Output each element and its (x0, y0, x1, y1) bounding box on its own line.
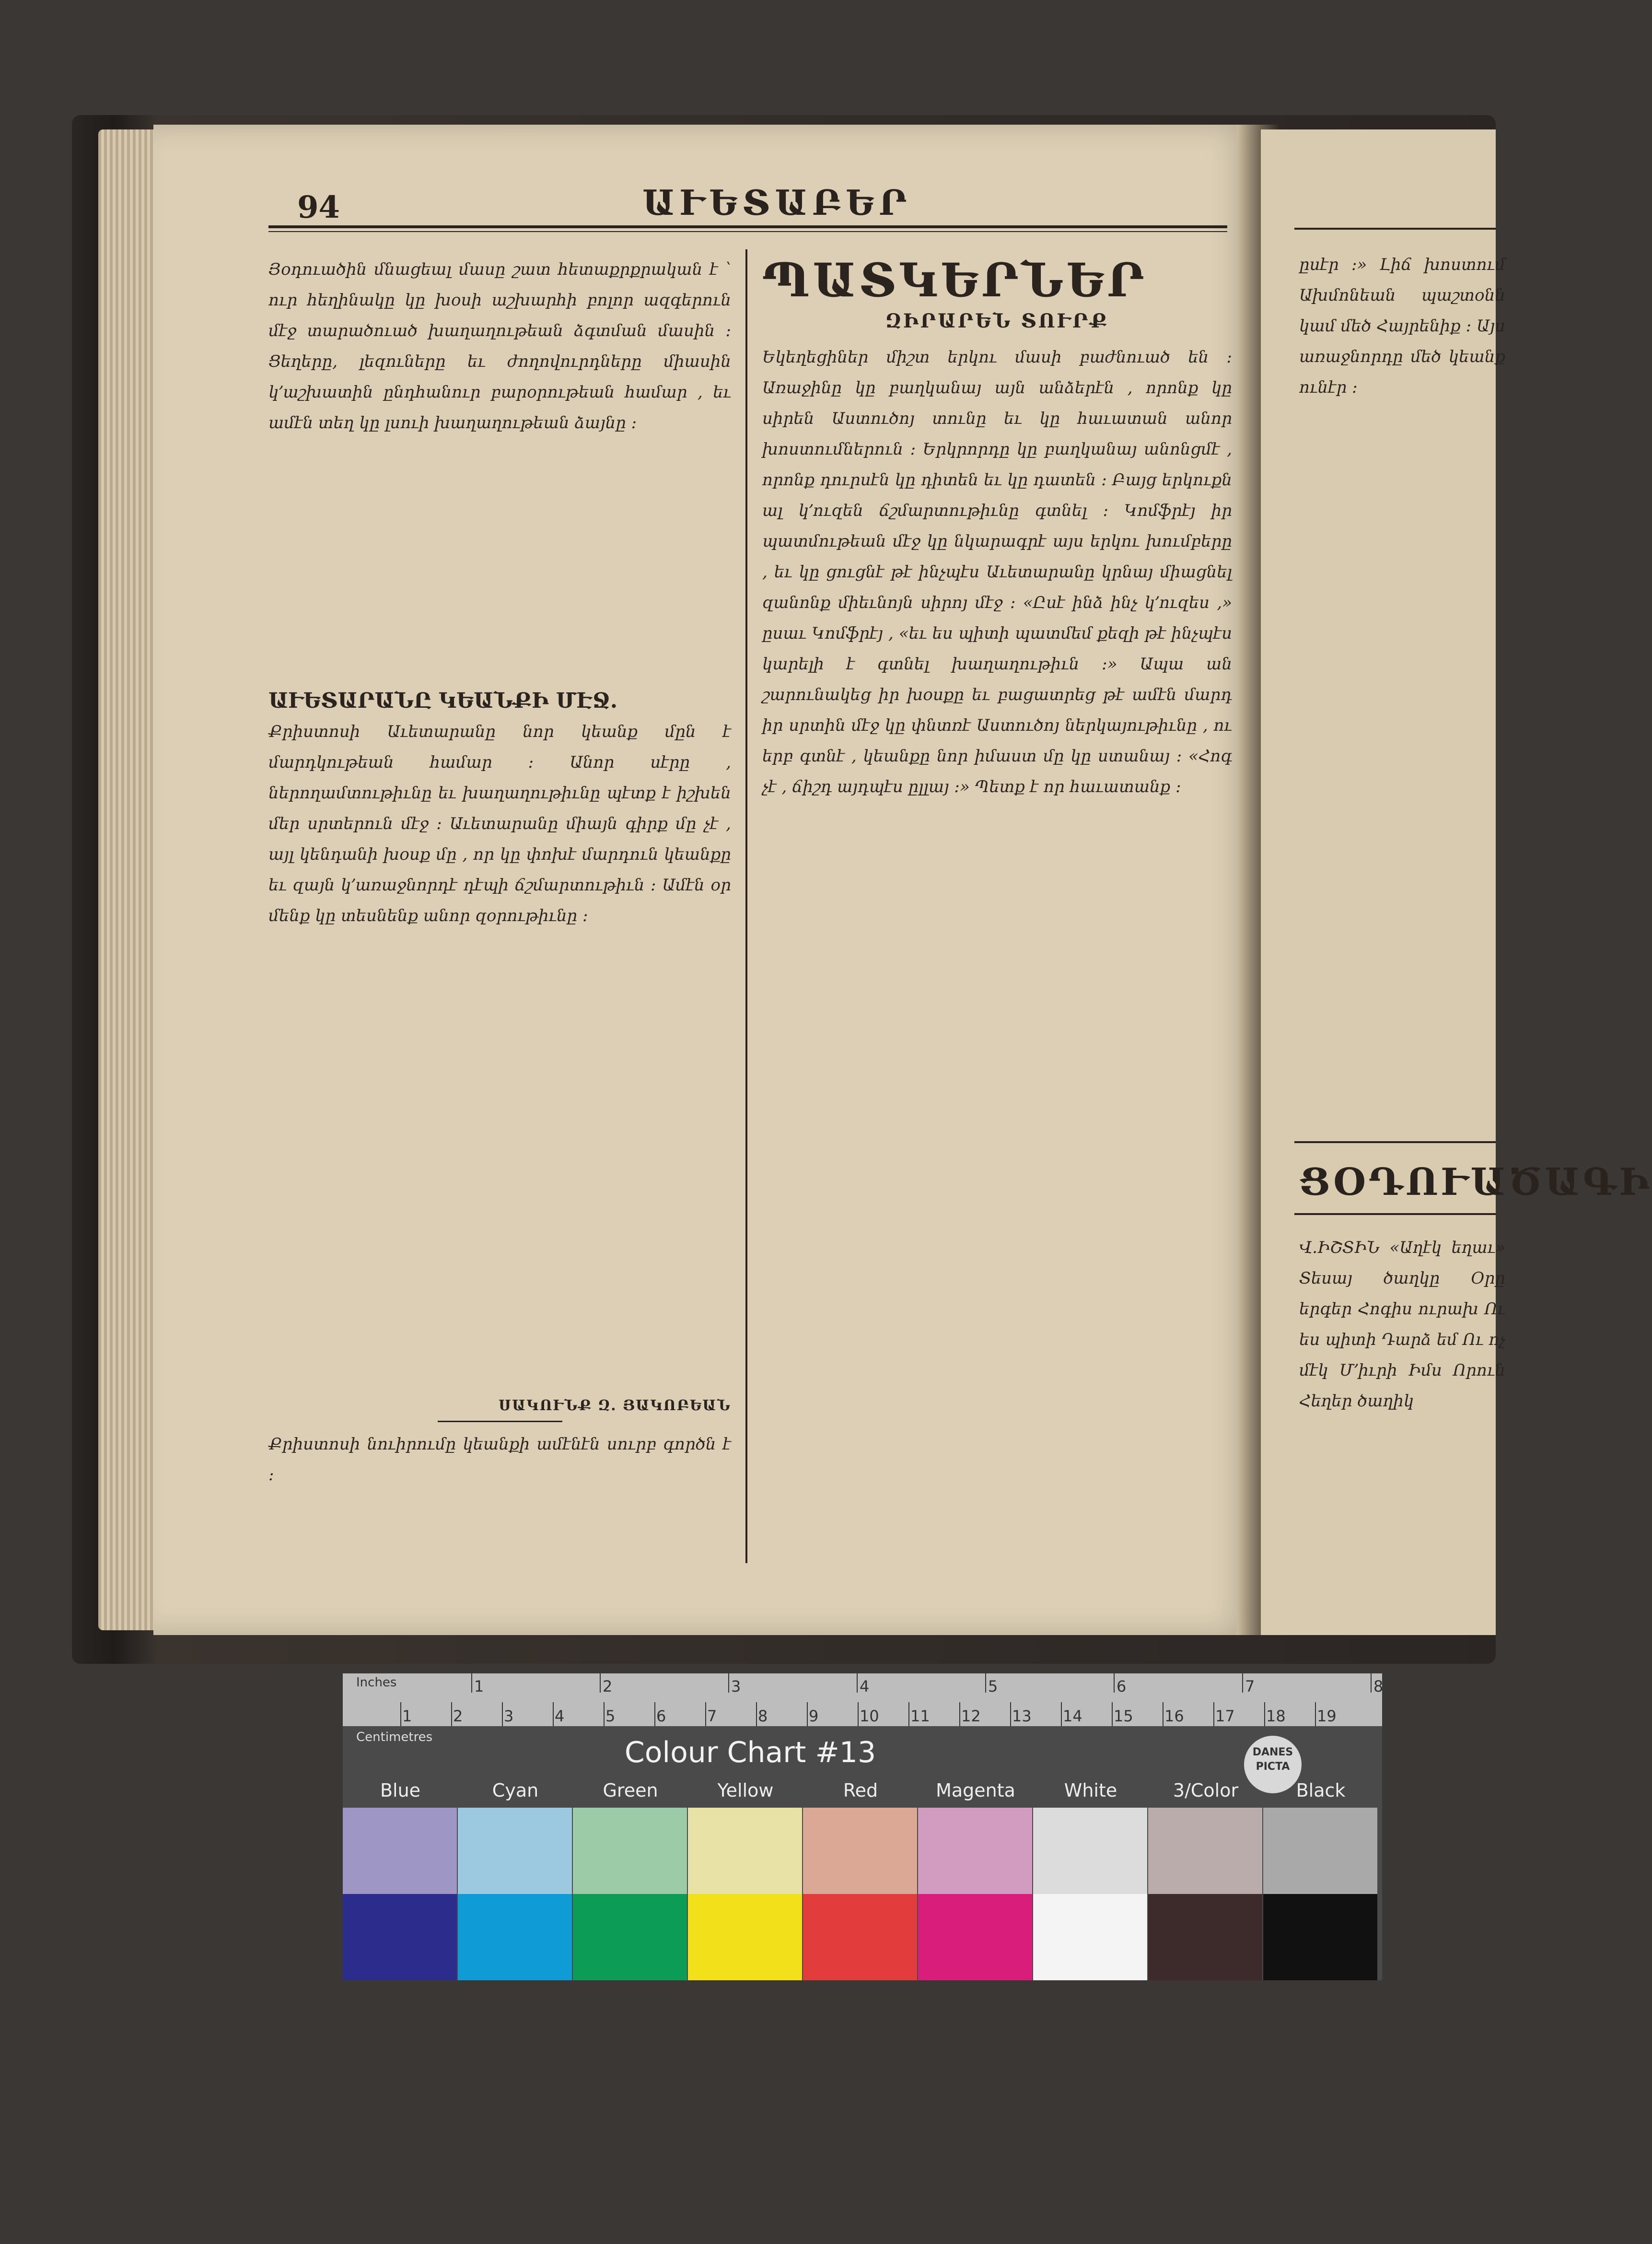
ruler-cm-number: 1 (402, 1707, 412, 1725)
ruler-inch-number: 4 (860, 1677, 870, 1695)
swatch-label: Yellow (717, 1780, 774, 1801)
divider-line (438, 1421, 562, 1422)
ruler-cm-number: 17 (1215, 1707, 1235, 1725)
colour-chart (343, 1673, 1382, 1980)
ruler (343, 1673, 1384, 1744)
ruler-inch-number: 5 (988, 1677, 998, 1695)
running-title: ԱՒԵՏԱԲԵՐ (642, 182, 912, 223)
swatch-dark-magenta (918, 1894, 1032, 1980)
ruler-cm-tick (858, 1702, 859, 1726)
swatch-label: 3/Color (1173, 1780, 1239, 1801)
ruler-inch-tick (985, 1673, 986, 1693)
section-rule (1294, 1141, 1496, 1143)
middle-column (762, 254, 1232, 1521)
ruler-cm-number: 11 (910, 1707, 930, 1725)
brand-logo: DANES PICTA (1244, 1736, 1302, 1793)
centimetres-label: Centimetres (356, 1730, 433, 1744)
ruler-cm-tick (1264, 1702, 1265, 1726)
ruler-cm-number: 10 (860, 1707, 879, 1725)
ruler-inch-tick (600, 1673, 601, 1693)
ruler-cm-tick (1010, 1702, 1011, 1726)
ruler-cm-number: 6 (656, 1707, 666, 1725)
right-page-poem: Վ.ԻՇՏԻՆ «Աղէկ եղաւ» Տեսայ ծաղկը Օրը երգեր Հոգիս ուրախ Ու ես պիտի Դարձ եմ Ու ոչ մէկ Մ՚իւրի Իմս Որուն Հեղեր ծաղիկ (1299, 1238, 1505, 1411)
ruler-cm-number: 13 (1012, 1707, 1032, 1725)
ruler-cm-tick (1213, 1702, 1214, 1726)
chart-title: Colour Chart #13 (624, 1736, 876, 1769)
ruler-cm-number: 18 (1266, 1707, 1286, 1725)
author-signature: ՍԱԿՈՒՆՔ Զ. ՅԱԿՈԲԵԱՆ (498, 1397, 731, 1414)
swatch-dark-blue (343, 1894, 457, 1980)
swatch-label: Black (1296, 1780, 1346, 1801)
ruler-cm-tick (604, 1702, 605, 1726)
ruler-cm-number: 4 (555, 1707, 565, 1725)
swatch-dark-yellow (688, 1894, 802, 1980)
swatch-light-blue (343, 1808, 457, 1894)
left-column (268, 254, 731, 1490)
ruler-cm-tick (807, 1702, 808, 1726)
swatch-label: Cyan (492, 1780, 539, 1801)
swatch-label: Green (603, 1780, 658, 1801)
ruler-cm-number: 16 (1164, 1707, 1184, 1725)
ruler-cm-tick (959, 1702, 960, 1726)
ruler-cm-number: 3 (504, 1707, 514, 1725)
right-section-heading: ՑՕԴՈՒԱԾԱԳԻ (1299, 1160, 1652, 1204)
swatch-light-black (1263, 1808, 1377, 1894)
swatch-dark-cyan (458, 1894, 572, 1980)
ruler-cm-tick (756, 1702, 757, 1726)
swatch-label: White (1064, 1780, 1117, 1801)
article-title: ՊԱՏԿԵՐՆԵՐ (762, 253, 1147, 307)
swatch-label: Blue (380, 1780, 421, 1801)
article-subtitle: ԶԻՐԱՐԵՆ ՏՈՒՐՔ (885, 310, 1109, 332)
swatch-light-cyan (458, 1808, 572, 1894)
ruler-inch-tick (1371, 1673, 1372, 1693)
ruler-inch-tick (1114, 1673, 1115, 1693)
ruler-inch-number: 8 (1373, 1677, 1384, 1695)
swatch-light-3-color (1148, 1808, 1262, 1894)
paragraph: Յօդուածին մնացեալ մասը շատ հետաքրքրական է ՝ ուր հեղինակը կը խօսի աշխարհի բոլոր ազգերուն մէջ տարածուած խաղաղութեան ձգտման մասին ։ Ցեղերը, լեզուները եւ ժողովուրդները միասին կ՚աշխատին ընդհանուր բարօրութեան համար , եւ ամէն տեղ կը լսուի խաղաղութեան ձայնը ։ (268, 260, 731, 432)
swatch-dark-black (1263, 1894, 1377, 1980)
ruler-cm-tick (1315, 1702, 1316, 1726)
ruler-cm-number: 14 (1063, 1707, 1082, 1725)
inches-label: Inches (356, 1675, 397, 1690)
ruler-inch-tick (1242, 1673, 1243, 1693)
ruler-inch-number: 1 (474, 1677, 484, 1695)
ruler-cm-tick (400, 1702, 401, 1726)
ruler-cm-tick (1112, 1702, 1113, 1726)
paragraph: Քրիստոսի նուիրումը կեանքի ամէնէն սուրբ գործն է ։ (268, 1435, 731, 1484)
ruler-cm-tick (502, 1702, 503, 1726)
swatch-dark-red (803, 1894, 917, 1980)
ruler-cm-number: 7 (707, 1707, 717, 1725)
swatch-dark-green (573, 1894, 687, 1980)
ruler-cm-tick (451, 1702, 452, 1726)
right-page (1261, 129, 1652, 1635)
swatch-light-red (803, 1808, 917, 1894)
ruler-cm-tick (553, 1702, 554, 1726)
ruler-cm-number: 19 (1317, 1707, 1337, 1725)
swatch-label: Red (843, 1780, 878, 1801)
header-rule-thin (268, 231, 1227, 232)
swatch-dark-3-color (1148, 1894, 1262, 1980)
column-divider (745, 249, 747, 1563)
paragraph: Քրիստոսի Աւետարանը նոր կեանք մըն է մարդկութեան համար ։ Անոր սէրը , ներողամտութիւնը եւ խաղաղութիւնը պէտք է իշխեն մեր սրտերուն մէջ ։ Աւետարանը միայն գիրք մը չէ , այլ կենդանի խօսք մը , որ կը փոխէ մարդուն կեանքը եւ զայն կ՚առաջնորդէ դէպի ճշմարտութիւն ։ Ամէն օր մենք կը տեսնենք անոր զօրութիւնը ։ (268, 722, 731, 925)
ruler-cm-number: 15 (1114, 1707, 1133, 1725)
section-heading: ԱՒԵՏԱՐԱՆԸ ԿԵԱՆՔԻ ՄԷՋ. (268, 689, 618, 713)
header-rule (268, 225, 1227, 228)
swatch-light-yellow (688, 1808, 802, 1894)
ruler-inch-tick (471, 1673, 472, 1693)
ruler-inch-number: 3 (731, 1677, 741, 1695)
ruler-inch-number: 6 (1117, 1677, 1127, 1695)
header-rule (1294, 228, 1496, 230)
ruler-cm-tick (705, 1702, 706, 1726)
ruler-cm-tick (908, 1702, 909, 1726)
ruler-cm-number: 2 (453, 1707, 463, 1725)
ruler-inch-tick (728, 1673, 729, 1693)
swatch-dark-white (1033, 1894, 1147, 1980)
right-page-text: ըսէր ։» Լիճ խոստում Ախմոնեան պաշտօնն կամ մեծ Հայրենիք ։ Այս առաջնորդը մեծ կեանք ունէր ։ (1299, 255, 1505, 397)
ruler-cm-number: 9 (809, 1707, 819, 1725)
ruler-cm-number: 5 (605, 1707, 616, 1725)
ruler-cm-tick (654, 1702, 655, 1726)
ruler-inch-number: 2 (603, 1677, 613, 1695)
page-number: 94 (297, 189, 340, 225)
swatch-light-magenta (918, 1808, 1032, 1894)
swatch-label: Magenta (936, 1780, 1015, 1801)
ruler-inch-number: 7 (1245, 1677, 1255, 1695)
ruler-cm-tick (1061, 1702, 1062, 1726)
article-body: Եկեղեցիներ միշտ երկու մասի բաժնուած են ։ Առաջինը կը բաղկանայ այն անձերէն , որոնք կը սիրեն Աստուծոյ տունը եւ կը հաւատան անոր խոստումներուն ։ Երկրորդը կը բաղկանայ անոնցմէ , որոնք դուրսէն կը դիտեն եւ կը դատեն ։ Բայց երկուքն ալ կ՚ուզեն ճշմարտութիւնը գտնել ։ Կոմֆրէյ իր պատմութեան մէջ կը նկարագրէ այս երկու խումբերը , եւ կը ցուցնէ թէ ինչպէս Աւետարանը կրնայ միացնել զանոնք միեւնոյն սիրոյ մէջ ։ «Ըսէ ինձ ինչ կ՚ուզես ,» ըսաւ Կոմֆրէյ , «եւ ես պիտի պատմեմ քեզի թէ ինչպէս կարելի է գտնել խաղաղութիւն ։» Ապա ան շարունակեց իր խօսքը եւ բացատրեց թէ ամէն մարդ իր սրտին մէջ կը փնտռէ Աստուծոյ ներկայութիւնը , ու երբ գտնէ , կեանքը նոր իմաստ մը կը ստանայ ։ «Հոգ չէ , ճիշդ այդպէս ըլլայ ։» Պետք է որ հաւատանք ։ (762, 348, 1232, 796)
ruler-inch-tick (857, 1673, 858, 1693)
swatch-light-green (573, 1808, 687, 1894)
section-rule (1294, 1213, 1496, 1215)
swatch-light-white (1033, 1808, 1147, 1894)
ruler-cm-number: 12 (961, 1707, 981, 1725)
ruler-cm-number: 8 (758, 1707, 768, 1725)
